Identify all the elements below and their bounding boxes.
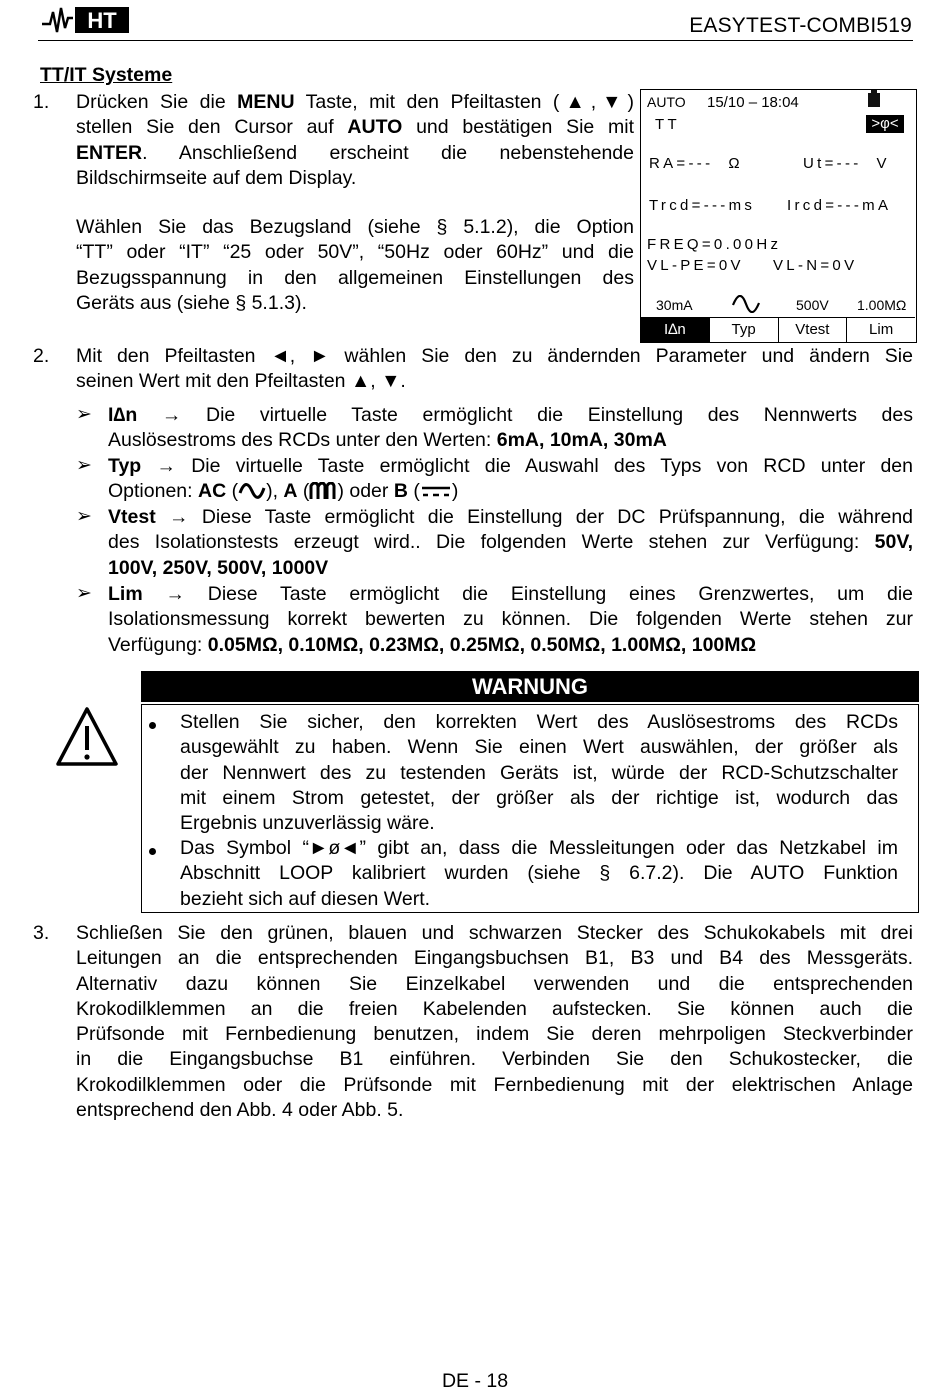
instrument-display [640,89,917,343]
display-vl-pe: VL-PE=0V [647,257,744,274]
display-vl-n: VL-N=0V [773,257,858,274]
section-title: TT/IT Systeme [40,64,173,86]
arrow-bullet-icon: ➢ [76,404,92,425]
ac-wave-icon [731,295,761,313]
softkey-typ[interactable]: Typ [709,318,778,343]
bullet-dot-icon [149,848,156,855]
softkey-vtest[interactable]: Vtest [778,318,847,343]
bullet-lim: Lim → Diese Taste ermöglicht die Einstellung eines Grenzwertes, um die Isolationsmessung korrekt bewerten zu können. Die folgenden Werte stehen zur Verfügung: 0.05MΩ, 0.10MΩ, 0.23MΩ, 0.25MΩ, 0.50MΩ, 1.00MΩ, 100MΩ [108,583,914,656]
logo-text: HT [87,8,117,33]
warning-triangle-icon [55,706,119,768]
bullet-idn: I∆n → Die virtuelle Taste ermöglicht die Einstellung des Nennwerts des Auslösestroms des RCDs unter den Werten: 6mA, 10mA, 30mA [108,404,913,452]
header-rule [38,40,913,41]
softkey-lim[interactable]: Lim [846,318,915,343]
battery-icon [868,93,880,107]
display-selector: >φ< [866,115,904,133]
step-1-text: Drücken Sie die MENU Taste, mit den Pfeiltasten (▲,▼) stellen Sie den Cursor auf AUTO und bestätigen Sie mit ENTER. Anschließend erscheint die nebenstehende Bildschirmseite auf dem Display. Wählen Sie das Bezugsland (siehe § 5.1.2), die Option “TT” oder “IT” “25 oder 50V”, “50Hz oder 60Hz” und die Bezugsspannung in den allgemeinen Einstellungen des Geräts aus (siehe § 5.1.3). [76,91,634,315]
warning-item-1: Stellen Sie sicher, den korrekten Wert des Auslösestroms des RCDs ausgewählt zu haben. Wenn Sie einen Wert auswählen, der größer als der Nennwert des zu testenden Geräts ist, würde der RCD-Schutzschalter mit einem Strom getestet, der größer als der richtige ist, wodurch das Ergebnis unzuverlässig wäre. [180,711,898,835]
step-2-number: 2. [33,345,50,367]
page-number: DE - 18 [441,1370,509,1392]
step-3-text: Schließen Sie den grünen, blauen und schwarzen Stecker des Schukokabels mit drei Leitungen an die entsprechenden Eingangsbuchsen B1, B3 und B4 des Messgeräts. Alternativ dazu können Sie Einzelkabel verwenden und die entsprechenden Krokodilklemmen an die freien Kabelenden aufstecken. Sie können auch die Prüfsonde mit Fernbedienung benutzen, indem Sie deren mehrpoligen Steckverbinder in die Eingangsbuchse B1 einführen. Verbinden Sie den Schukostecker, die Krokodilklemmen oder die Prüfsonde mit Fernbedienung mit der elektrischen Anlage entsprechend den Abb. 4 oder Abb. 5. [76,922,913,1122]
step-3-number: 3. [33,922,50,944]
warning-item-2: Das Symbol “►ø◄” gibt an, dass die Messleitungen oder das Netzkabel im Abschnitt LOOP kalibriert wurden (siehe § 6.7.2). Die AUTO Funktion bezieht sich auf diesen Wert. [180,837,898,910]
step-2-text: Mit den Pfeiltasten ◄, ► wählen Sie den zu ändernden Parameter und ändern Sie seinen Wert mit den Pfeiltasten ▲, ▼. [76,345,913,393]
display-lim-value: 1.00MΩ [857,297,907,313]
bullet-vtest: Vtest → Diese Taste ermöglicht die Einstellung der DC Prüfspannung, die während des Isolationstests erzeugt wird.. Die folgenden Werte stehen zur Verfügung: 50V, 100V, 250V, 500V, 1000V [108,506,914,579]
display-datetime: 15/10 – 18:04 [707,94,799,111]
display-ra: RA=--- Ω [649,155,743,172]
arrow-bullet-icon: ➢ [76,583,92,604]
step-1-number: 1. [33,91,50,113]
rcd-type-ac-icon [238,482,266,500]
bullet-dot-icon [149,722,156,729]
arrow-bullet-icon: ➢ [76,506,92,527]
ht-logo [40,4,132,36]
softkey-bar [641,317,915,343]
document-title: EASYTEST-COMBI519 [689,14,912,37]
display-system: TT [655,116,680,133]
display-mode: AUTO [647,94,686,110]
rcd-type-a-icon [309,482,337,500]
arrow-bullet-icon: ➢ [76,455,92,476]
display-freq: FREQ=0.00Hz [647,236,782,253]
display-ircd: Ircd=---mA [787,197,892,214]
warning-title: WARNUNG [141,671,919,702]
rcd-type-b-icon [420,482,452,500]
bullet-typ: Typ → Die virtuelle Taste ermöglicht die Auswahl des Typs von RCD unter den Optionen: AC ( ), A ( ) oder B ( ) [108,455,913,503]
display-trcd: Trcd=---ms [649,197,756,214]
display-current-value: 30mA [656,297,693,313]
softkey-idn[interactable]: I∆n [641,318,709,343]
display-vtest-value: 500V [796,297,829,313]
display-ut: Ut=--- V [803,155,890,172]
warning-box [141,704,919,913]
